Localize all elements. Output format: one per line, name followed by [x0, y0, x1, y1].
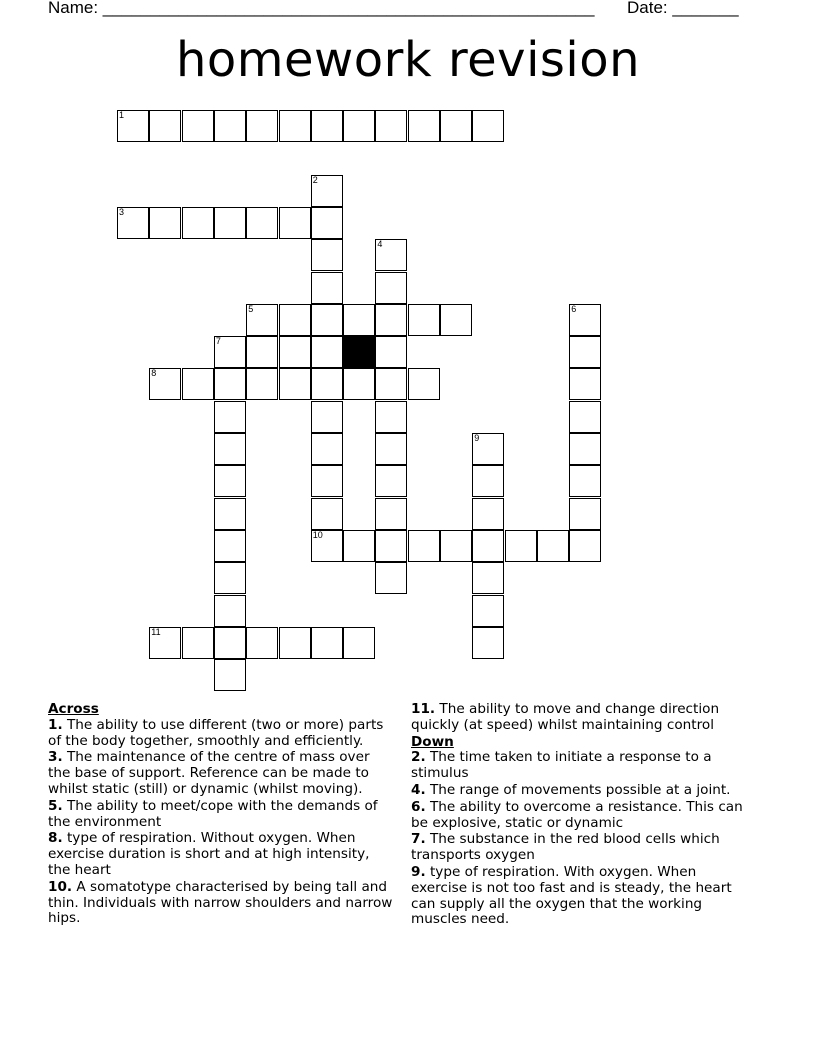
grid-cell[interactable] — [246, 368, 278, 400]
grid-cell[interactable] — [343, 304, 375, 336]
grid-cell[interactable] — [214, 627, 246, 659]
grid-cell[interactable] — [311, 272, 343, 304]
grid-cell[interactable] — [569, 433, 601, 465]
grid-cell[interactable] — [246, 110, 278, 142]
grid-cell[interactable] — [279, 336, 311, 368]
grid-cell[interactable] — [537, 530, 569, 562]
grid-cell[interactable] — [440, 304, 472, 336]
grid-cell[interactable] — [214, 336, 246, 368]
grid-cell[interactable] — [311, 175, 343, 207]
grid-cell[interactable] — [279, 368, 311, 400]
grid-cell[interactable] — [375, 401, 407, 433]
grid-cell[interactable] — [472, 595, 504, 627]
across-clue-3: 3. The maintenance of the centre of mass over the base of support. Reference can be made to whilst static (still) or dynamic (whilst moving). — [48, 749, 370, 797]
grid-cell[interactable] — [214, 562, 246, 594]
grid-cell[interactable] — [214, 368, 246, 400]
grid-cell[interactable] — [311, 368, 343, 400]
grid-cell[interactable] — [149, 110, 181, 142]
grid-cell[interactable] — [408, 368, 440, 400]
clue-number: 9 — [474, 433, 480, 443]
down-clue-4: 4. The range of movements possible at a joint. — [411, 781, 731, 798]
grid-cell[interactable] — [375, 465, 407, 497]
down-heading: Down — [411, 733, 454, 750]
grid-cell[interactable] — [311, 304, 343, 336]
grid-cell[interactable] — [343, 627, 375, 659]
grid-cell[interactable] — [182, 368, 214, 400]
grid-cell[interactable] — [505, 530, 537, 562]
name-field-label: Name: ____________________________________________________ — [48, 0, 595, 17]
grid-cell[interactable] — [246, 336, 278, 368]
grid-cell[interactable] — [408, 304, 440, 336]
grid-cell[interactable] — [279, 304, 311, 336]
across-clue-1: 1. The ability to use different (two or more) parts of the body together, smoothly and efficiently. — [48, 716, 384, 749]
grid-cell[interactable] — [472, 433, 504, 465]
grid-cell[interactable] — [472, 627, 504, 659]
page-title: homework revision — [175, 32, 641, 88]
grid-cell[interactable] — [375, 562, 407, 594]
grid-cell[interactable] — [214, 433, 246, 465]
clue-number: 5 — [248, 303, 254, 314]
grid-cell[interactable] — [311, 627, 343, 659]
grid-cell[interactable] — [472, 530, 504, 562]
down-clue-9: 9. type of respiration. With oxygen. When exercise is not too fast and is steady, the heart can supply all the oxygen that the working muscles need. — [411, 863, 732, 928]
grid-cell[interactable] — [246, 304, 278, 336]
clue-number: 10 — [312, 529, 323, 540]
grid-cell[interactable] — [311, 401, 343, 433]
grid-cell[interactable] — [311, 433, 343, 465]
down-clue-7: 7. The substance in the red blood cells which transports oxygen — [411, 831, 720, 864]
grid-cell[interactable] — [375, 304, 407, 336]
grid-cell[interactable] — [375, 530, 407, 562]
clue-number: 3 — [119, 206, 125, 217]
grid-cell[interactable] — [214, 530, 246, 562]
grid-cell[interactable] — [311, 207, 343, 239]
grid-cell[interactable] — [375, 433, 407, 465]
grid-cell[interactable] — [569, 530, 601, 562]
clue-number: 1 — [119, 110, 125, 120]
grid-cell[interactable] — [375, 272, 407, 304]
grid-cell[interactable] — [375, 498, 407, 530]
clue-number: 8 — [151, 368, 157, 379]
grid-cell[interactable] — [472, 562, 504, 594]
clue-number: 7 — [215, 336, 221, 347]
grid-cell[interactable] — [149, 207, 181, 239]
grid-cell[interactable] — [311, 336, 343, 368]
grid-cell[interactable] — [375, 110, 407, 142]
grid-cell[interactable] — [117, 207, 149, 239]
clue-number: 11 — [151, 626, 161, 637]
grid-cell[interactable] — [343, 530, 375, 562]
grid-cell[interactable] — [472, 465, 504, 497]
down-clue-2: 2. The time taken to initiate a response to a stimulus — [411, 749, 712, 782]
grid-cell[interactable] — [375, 368, 407, 400]
grid-cell[interactable] — [343, 368, 375, 400]
down-clue-6: 6. The ability to overcome a resistance. This can be explosive, static or dynamic — [411, 798, 743, 831]
grid-cell[interactable] — [214, 401, 246, 433]
grid-cell[interactable] — [149, 627, 181, 659]
across-clue-5: 5. The ability to meet/cope with the demands of the environment — [48, 797, 378, 830]
grid-cell[interactable] — [569, 465, 601, 497]
grid-cell[interactable] — [214, 659, 246, 691]
grid-cell[interactable] — [569, 498, 601, 530]
grid-cell-blocked — [343, 336, 375, 368]
grid-cell[interactable] — [246, 627, 278, 659]
grid-cell[interactable] — [311, 465, 343, 497]
across-heading: Across — [48, 701, 99, 717]
grid-cell[interactable] — [440, 110, 472, 142]
grid-cell[interactable] — [279, 207, 311, 239]
grid-cell[interactable] — [279, 627, 311, 659]
grid-cell[interactable] — [311, 239, 343, 271]
grid-cell[interactable] — [311, 530, 343, 562]
grid-cell[interactable] — [569, 336, 601, 368]
grid-cell[interactable] — [214, 498, 246, 530]
grid-cell[interactable] — [117, 110, 149, 142]
grid-cell[interactable] — [408, 530, 440, 562]
grid-cell[interactable] — [149, 368, 181, 400]
grid-cell[interactable] — [311, 498, 343, 530]
date-field-label: Date: _______ — [627, 0, 739, 17]
grid-cell[interactable] — [375, 336, 407, 368]
clue-number: 6 — [571, 303, 577, 314]
grid-cell[interactable] — [214, 465, 246, 497]
grid-cell[interactable] — [569, 368, 601, 400]
grid-cell[interactable] — [182, 110, 214, 142]
clues-right-column — [411, 702, 756, 929]
grid-cell[interactable] — [279, 110, 311, 142]
grid-cell[interactable] — [472, 110, 504, 142]
grid-cell[interactable] — [472, 498, 504, 530]
grid-cell[interactable] — [214, 110, 246, 142]
grid-cell[interactable] — [569, 304, 601, 336]
grid-cell[interactable] — [182, 207, 214, 239]
across-clue-11: 11. The ability to move and change direction quickly (at speed) whilst maintaining control — [411, 701, 720, 733]
across-clue-8: 8. type of respiration. Without oxygen. When exercise duration is short and at high intensity, the heart — [48, 830, 370, 878]
grid-cell[interactable] — [311, 110, 343, 142]
grid-cell[interactable] — [182, 627, 214, 659]
clue-number: 2 — [312, 174, 318, 185]
grid-cell[interactable] — [214, 207, 246, 239]
clue-number: 4 — [377, 239, 383, 250]
grid-cell[interactable] — [408, 110, 440, 142]
grid-cell[interactable] — [375, 239, 407, 271]
grid-cell[interactable] — [440, 530, 472, 562]
grid-cell[interactable] — [214, 595, 246, 627]
clues-left-column — [48, 702, 393, 928]
grid-cell[interactable] — [343, 110, 375, 142]
grid-cell[interactable] — [569, 401, 601, 433]
grid-cell[interactable] — [246, 207, 278, 239]
across-clue-10: 10. A somatotype characterised by being tall and thin. Individuals with narrow shoulders and narrow hips. — [48, 878, 393, 927]
